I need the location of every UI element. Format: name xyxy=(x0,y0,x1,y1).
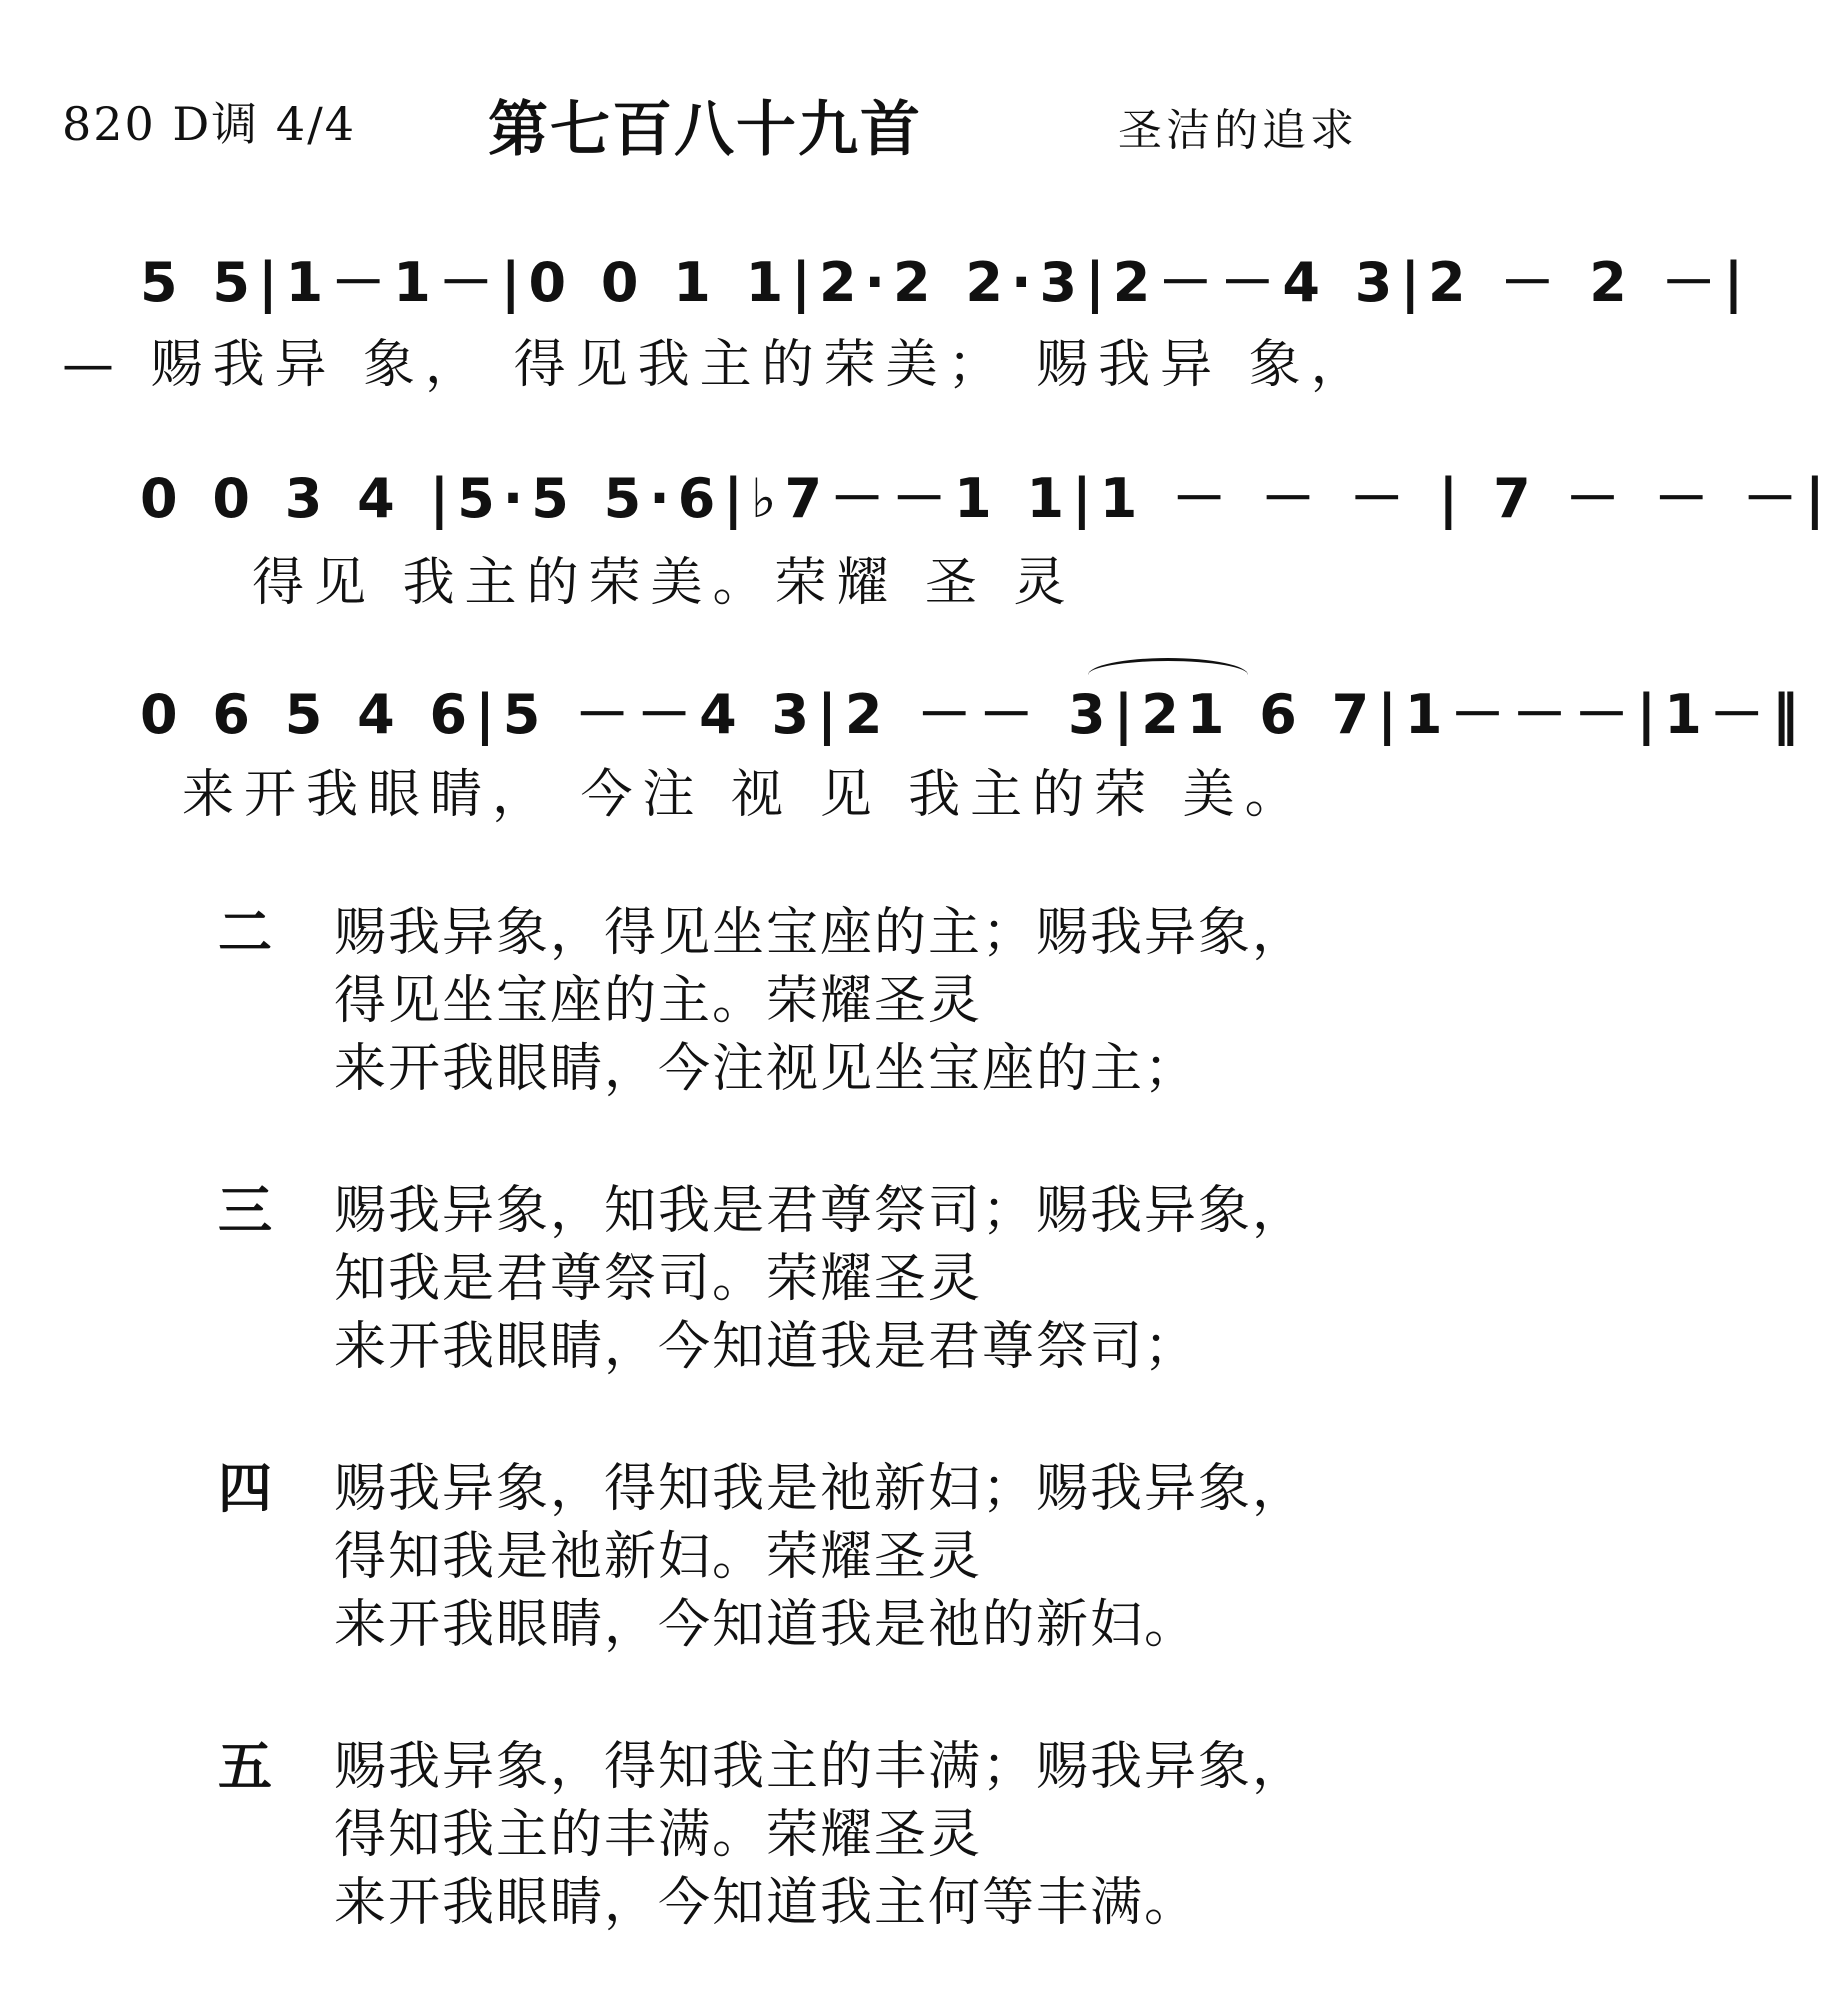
verse-5-line-1: 赐我异象，得知我主的丰满；赐我异象， xyxy=(334,1737,1307,1797)
hymn-category: 圣洁的追求 xyxy=(1118,105,1358,156)
verse-5-line-2: 得知我主的丰满。荣耀圣灵 xyxy=(334,1805,983,1865)
score-line-3-notes: 0 6 5 4 6|5 －－4 3|2 －－ 3|21 6 7|1－－－|1－‖ xyxy=(140,683,1807,746)
hymn-number-key-meter: 820 D调 4/4 xyxy=(62,97,356,151)
score-line-2-notes: 0 0 3 4 |5·5 5·6|♭7－－1 1|1 － － － | 7 － － －| xyxy=(140,467,1833,530)
verse-3-line-2: 知我是君尊祭司。荣耀圣灵 xyxy=(334,1249,983,1309)
verse-2-line-2: 得见坐宝座的主。荣耀圣灵 xyxy=(334,971,983,1031)
verse-4-line-1: 赐我异象，得知我是祂新妇；赐我异象， xyxy=(334,1459,1307,1519)
score-line-2-lyrics: 得见 我主的荣美。荣耀 圣 灵 xyxy=(252,553,1076,613)
score-line-1-notes: 5 5|1－1－|0 0 1 1|2·2 2·3|2－－4 3|2 － 2 －| xyxy=(140,251,1752,314)
verse-2-line-3: 来开我眼睛，今注视见坐宝座的主； xyxy=(334,1039,1199,1099)
verse-4-line-3: 来开我眼睛，今知道我是祂的新妇。 xyxy=(334,1595,1199,1655)
verse-4-number: 四 xyxy=(218,1457,272,1520)
verse-3-line-3: 来开我眼睛，今知道我是君尊祭司； xyxy=(334,1317,1199,1377)
verse-3-number: 三 xyxy=(218,1179,272,1242)
verse-4-line-2: 得知我是祂新妇。荣耀圣灵 xyxy=(334,1527,983,1587)
page-title: 第七百八十九首 xyxy=(488,95,922,165)
verse-5-line-3: 来开我眼睛，今知道我主何等丰满。 xyxy=(334,1873,1199,1933)
verse-3-line-1: 赐我异象，知我是君尊祭司；赐我异象， xyxy=(334,1181,1307,1241)
score-line-3-lyrics: 来开我眼睛， 今注 视 见 我主的荣 美。 xyxy=(182,765,1307,825)
verse-5-number: 五 xyxy=(218,1735,272,1798)
score-line-1-lyrics: — 赐我异 象， 得见我主的荣美； 赐我异 象， xyxy=(62,335,1373,395)
verse-2-line-1: 赐我异象，得见坐宝座的主；赐我异象， xyxy=(334,903,1307,963)
verse-2-number: 二 xyxy=(218,901,272,964)
